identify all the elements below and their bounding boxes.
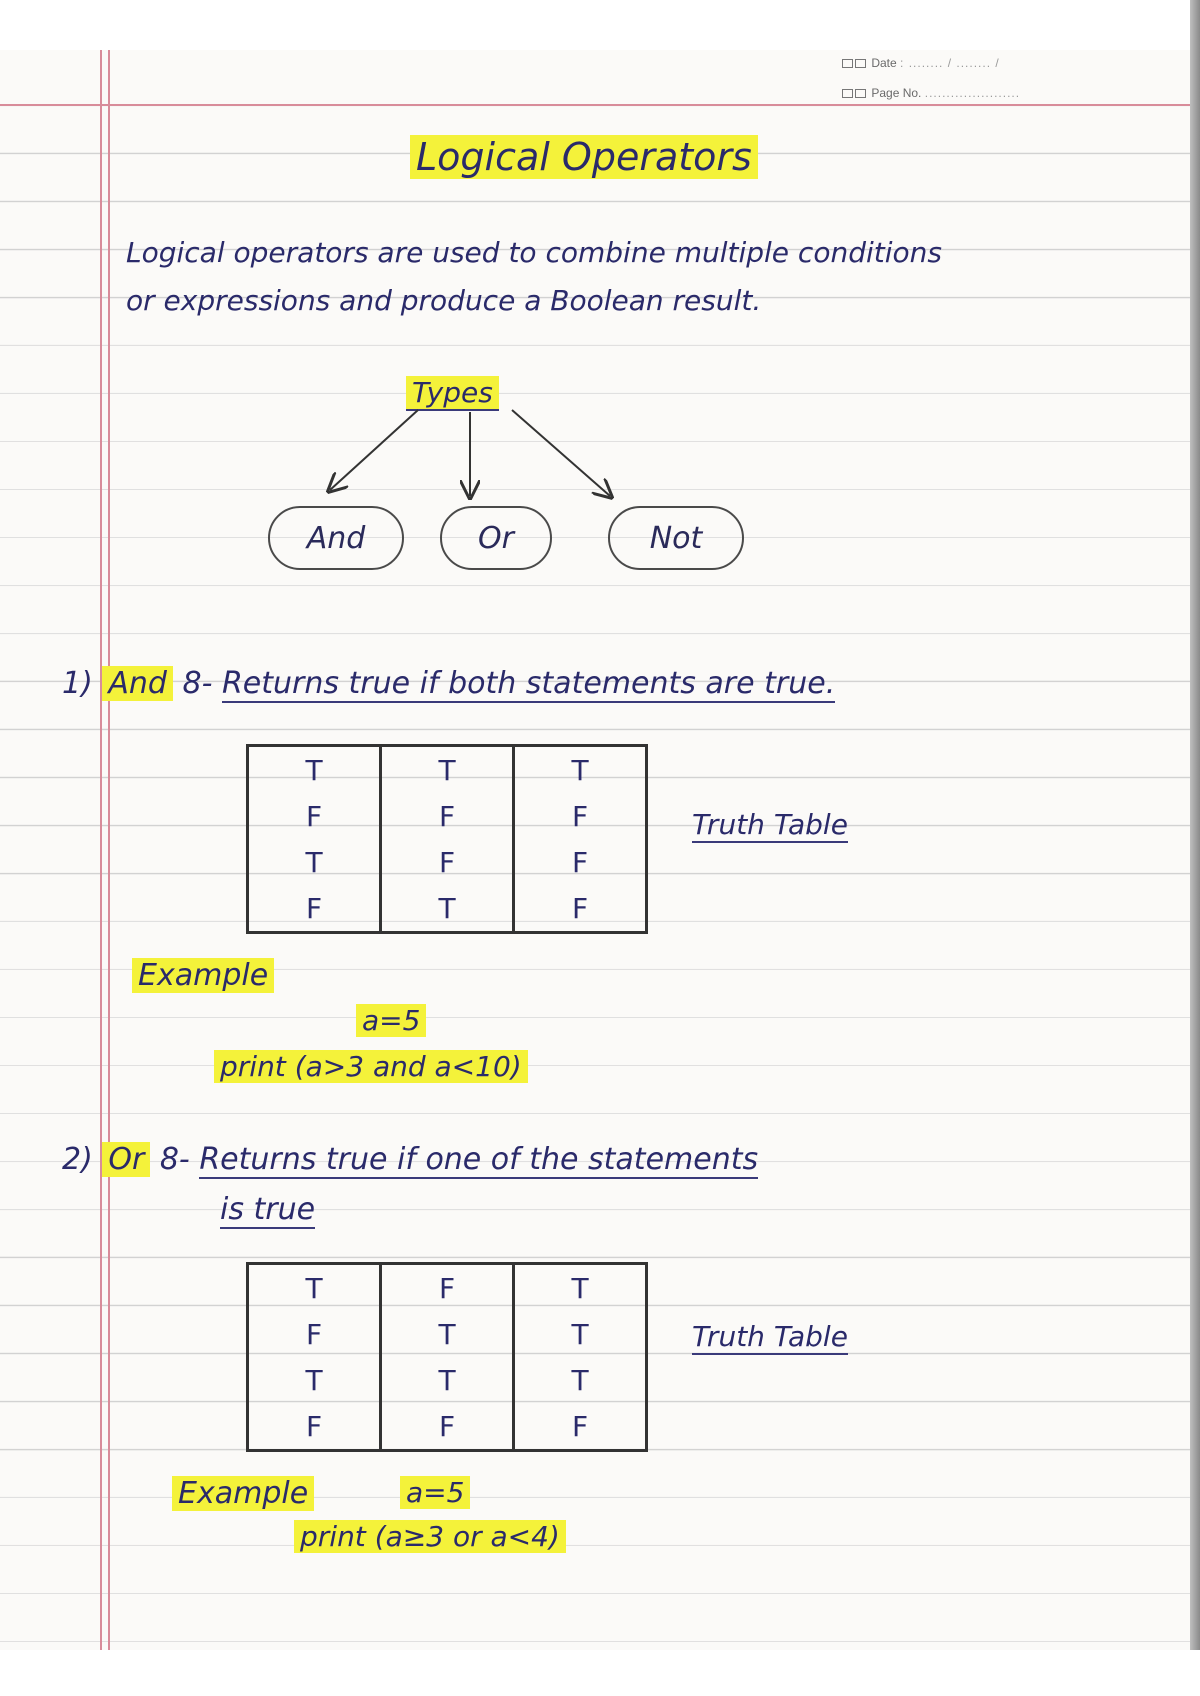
table-cell: F bbox=[514, 885, 647, 933]
table-cell: T bbox=[305, 845, 323, 879]
and-example-assign: a=5 bbox=[356, 1004, 426, 1037]
table-cell: T bbox=[381, 885, 514, 933]
table-cell: T bbox=[381, 1311, 514, 1357]
table-cell: F bbox=[514, 793, 647, 839]
or-name: Or bbox=[102, 1142, 150, 1177]
table-cell: T bbox=[514, 746, 647, 794]
or-truth-table bbox=[246, 1262, 648, 1452]
page-no-label: Page No. bbox=[871, 86, 922, 100]
and-example-label: Example bbox=[132, 958, 274, 993]
table-cell: F bbox=[514, 839, 647, 885]
or-description: Returns true if one of the statements bbox=[199, 1142, 759, 1177]
and-name: And bbox=[102, 666, 173, 701]
table-cell: T bbox=[514, 1357, 647, 1403]
table-cell: T bbox=[514, 1264, 647, 1312]
and-separator: 8- bbox=[182, 666, 213, 701]
page-edge bbox=[1190, 0, 1200, 1696]
table-cell: F bbox=[305, 799, 323, 833]
table-cell: T bbox=[381, 1357, 514, 1403]
date-field bbox=[842, 56, 1000, 70]
table-cell: T bbox=[514, 1311, 647, 1357]
left-margin-line-2 bbox=[108, 50, 110, 1650]
table-row bbox=[248, 1357, 647, 1403]
left-margin-line bbox=[100, 50, 102, 1650]
table-cell: T bbox=[305, 1271, 323, 1305]
table-cell: F bbox=[305, 1409, 323, 1443]
table-row bbox=[248, 746, 647, 794]
or-description-cont: is true bbox=[220, 1192, 316, 1227]
diagram-root: Types bbox=[406, 376, 499, 409]
and-description: Returns true if both statements are true. bbox=[221, 666, 836, 701]
or-number: 2) bbox=[62, 1142, 93, 1177]
or-separator: 8- bbox=[159, 1142, 190, 1177]
or-example-label: Example bbox=[172, 1476, 314, 1511]
and-truth-table-label: Truth Table bbox=[692, 808, 848, 841]
table-row bbox=[248, 1311, 647, 1357]
table-cell: F bbox=[514, 1403, 647, 1451]
table-cell: T bbox=[381, 746, 514, 794]
or-heading bbox=[62, 1142, 758, 1177]
table-cell: F bbox=[381, 793, 514, 839]
table-cell: F bbox=[305, 1317, 323, 1351]
table-row bbox=[248, 1264, 647, 1312]
top-margin-line bbox=[0, 104, 1200, 106]
table-cell: T bbox=[305, 753, 323, 787]
or-example-assign: a=5 bbox=[400, 1476, 470, 1509]
and-number: 1) bbox=[62, 666, 93, 701]
and-truth-table bbox=[246, 744, 648, 934]
box-icon bbox=[842, 59, 853, 68]
and-heading bbox=[62, 666, 835, 701]
date-label: Date bbox=[871, 56, 897, 70]
intro-line-2: or expressions and produce a Boolean result. bbox=[126, 284, 762, 317]
or-example-code: print (a≥3 or a<4) bbox=[294, 1520, 566, 1553]
cloud-or: Or bbox=[440, 506, 552, 570]
cloud-not: Not bbox=[608, 506, 744, 570]
box-icon bbox=[855, 59, 866, 68]
arrow-and bbox=[330, 410, 418, 490]
date-dots: : ........ / ........ / bbox=[900, 56, 1000, 70]
table-row bbox=[248, 1403, 647, 1451]
table-cell: F bbox=[381, 839, 514, 885]
diagram-arrows bbox=[300, 400, 650, 510]
table-cell: F bbox=[305, 891, 323, 925]
intro-line-1: Logical operators are used to combine multiple conditions bbox=[126, 236, 942, 269]
and-example-code: print (a>3 and a<10) bbox=[214, 1050, 528, 1083]
table-row bbox=[248, 839, 647, 885]
table-cell: F bbox=[381, 1403, 514, 1451]
cloud-and: And bbox=[268, 506, 404, 570]
table-row bbox=[248, 885, 647, 933]
box-icon bbox=[842, 89, 853, 98]
page-title: Logical Operators bbox=[410, 135, 758, 179]
table-cell: T bbox=[305, 1363, 323, 1397]
arrow-not bbox=[512, 410, 610, 496]
or-truth-table-label: Truth Table bbox=[692, 1320, 848, 1353]
box-icon bbox=[855, 89, 866, 98]
table-cell: F bbox=[381, 1264, 514, 1312]
page-no-dots: ...................... bbox=[924, 86, 1021, 100]
table-row bbox=[248, 793, 647, 839]
page-no-field bbox=[842, 86, 1020, 100]
